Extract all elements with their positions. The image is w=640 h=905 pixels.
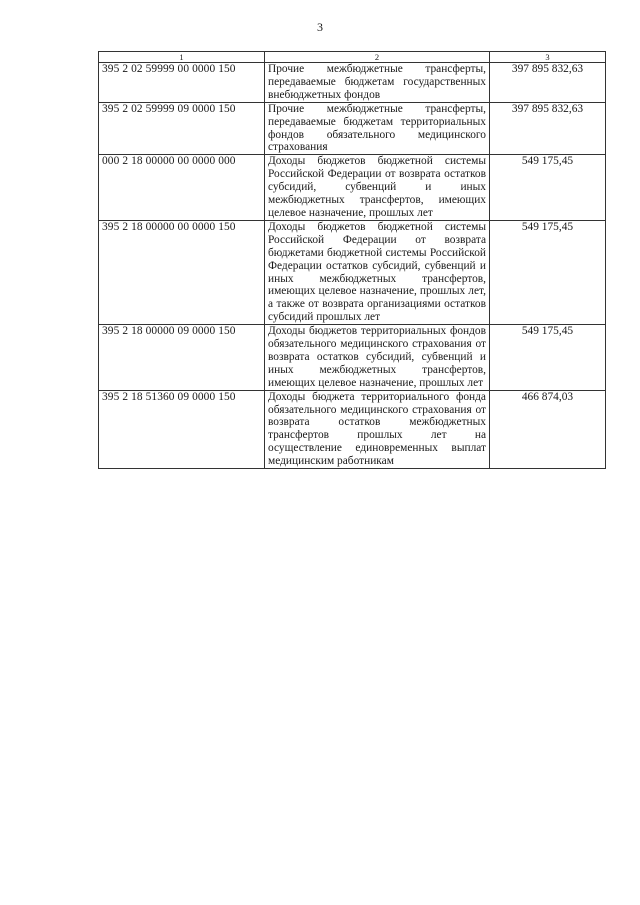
- revenue-name-cell: Доходы бюджетов территориальных фондов обязательного медицинского страхования от возврата остатков субсидий, субвенций и иных межбюджетных трансфертов, имеющих целевое назначение, прошлых лет: [265, 325, 490, 391]
- budget-code-cell: 395 2 02 59999 00 0000 150: [99, 63, 265, 103]
- column-header-name: 2: [265, 52, 490, 63]
- amount-cell: 466 874,03: [490, 390, 606, 468]
- revenue-name-cell: Доходы бюджета территориального фонда обязательного медицинского страхования от возврата остатков межбюджетных трансфертов прошлых лет на осуществление единовременных выплат медицинским работникам: [265, 390, 490, 468]
- amount-cell: 397 895 832,63: [490, 102, 606, 155]
- table-row: [99, 390, 606, 468]
- amount-cell: 549 175,45: [490, 220, 606, 324]
- table-row: [99, 102, 606, 155]
- table-row: [99, 63, 606, 103]
- budget-code-cell: 395 2 02 59999 09 0000 150: [99, 102, 265, 155]
- page-number: 3: [317, 20, 323, 34]
- budget-code-cell: 395 2 18 00000 00 0000 150: [99, 220, 265, 324]
- budget-revenue-table: [98, 51, 606, 469]
- table-row: [99, 325, 606, 391]
- revenue-name-cell: Доходы бюджетов бюджетной системы Российской Федерации от возврата бюджетами бюджетной системы Российской Федерации остатков субсидий, субвенций и иных межбюджетных трансфертов, имеющих целевое назначение, прошлых лет, а также от возврата организациями остатков субсидий прошлых лет: [265, 220, 490, 324]
- table-header-row: [99, 52, 606, 63]
- revenue-name-cell: Доходы бюджетов бюджетной системы Российской Федерации от возврата остатков субсидий, субвенций и иных межбюджетных трансфертов, имеющих целевое назначение, прошлых лет: [265, 155, 490, 221]
- table-row: [99, 220, 606, 324]
- amount-cell: 549 175,45: [490, 325, 606, 391]
- amount-cell: 549 175,45: [490, 155, 606, 221]
- amount-cell: 397 895 832,63: [490, 63, 606, 103]
- budget-code-cell: 395 2 18 51360 09 0000 150: [99, 390, 265, 468]
- budget-code-cell: 000 2 18 00000 00 0000 000: [99, 155, 265, 221]
- column-header-amount: 3: [490, 52, 606, 63]
- column-header-code: 1: [99, 52, 265, 63]
- revenue-name-cell: Прочие межбюджетные трансферты, передаваемые бюджетам государственных внебюджетных фондов: [265, 63, 490, 103]
- revenue-name-cell: Прочие межбюджетные трансферты, передаваемые бюджетам территориальных фондов обязательного медицинского страхования: [265, 102, 490, 155]
- table-row: [99, 155, 606, 221]
- budget-code-cell: 395 2 18 00000 09 0000 150: [99, 325, 265, 391]
